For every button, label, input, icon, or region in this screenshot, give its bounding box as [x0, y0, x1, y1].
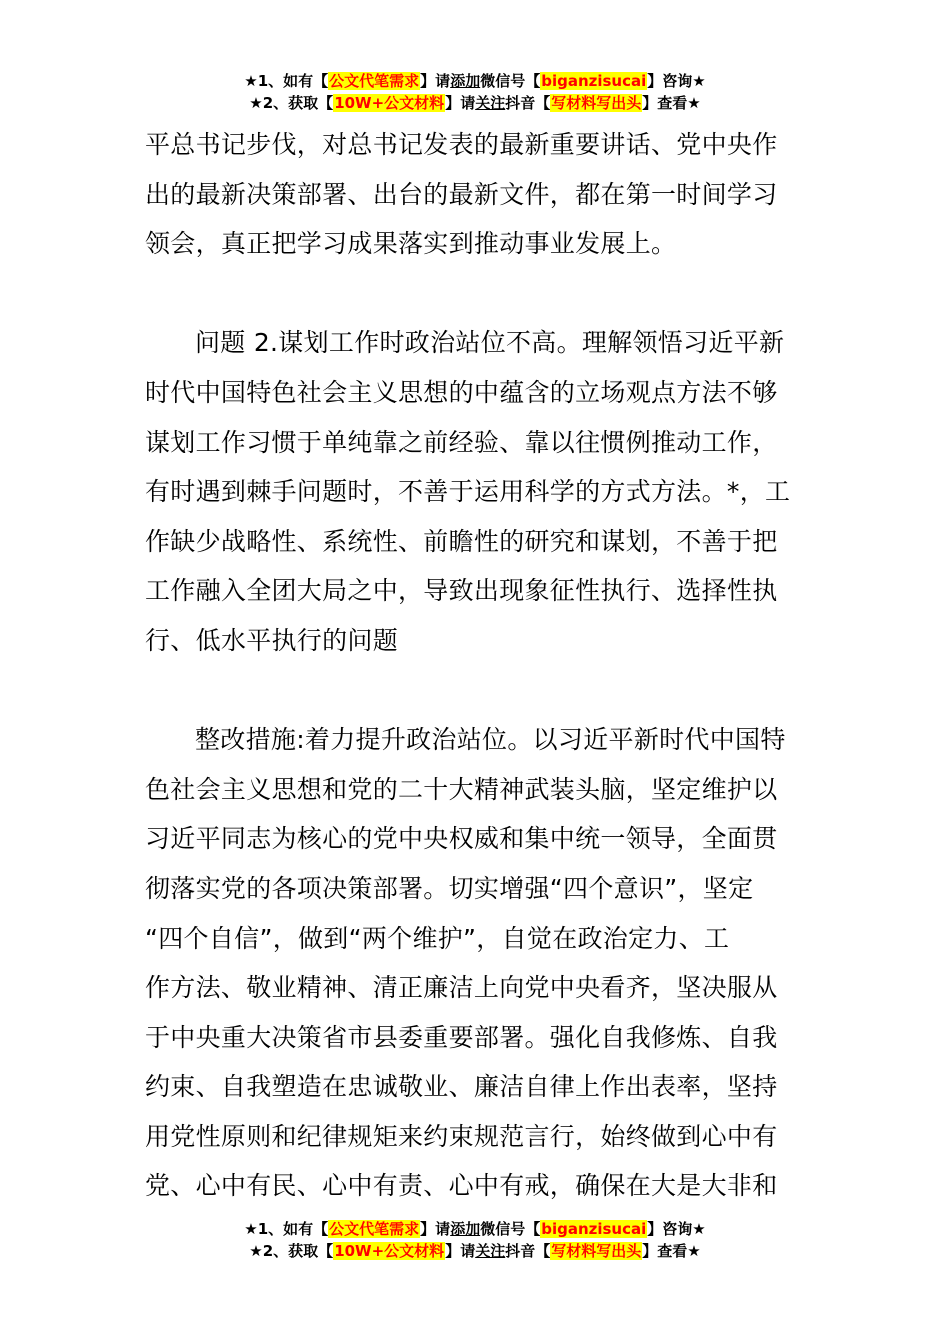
text-line: 作方法、敬业精神、清正廉洁上向党中央看齐，坚决服从 [145, 973, 778, 1003]
paragraph-continuation [145, 120, 815, 269]
promo-highlight-service: 公文代笔需求 [329, 72, 420, 90]
promo-highlight-douyin: 写材料写出头 [551, 1242, 642, 1260]
paragraph-rectification [145, 715, 815, 1211]
text-line: 用党性原则和纪律规矩来约束规范言行，始终做到心中有 [145, 1121, 778, 1151]
paragraph-gap [145, 269, 815, 319]
text-line: 工作融入全团大局之中，导致出现象征性执行、选择性执 [145, 576, 778, 606]
paragraph-gap [145, 666, 815, 716]
text-line: 整改措施:着力提升政治站位。以习近平新时代中国特 [195, 725, 786, 755]
promo-line-2: ★2、获取【10W+公文材料】请关注抖音【写材料写出头】查看★ [249, 94, 701, 112]
promo-highlight-service: 公文代笔需求 [329, 1220, 420, 1238]
text-line: 问题 2.谋划工作时政治站位不高。理解领悟习近平新 [195, 328, 785, 358]
text-line: 彻落实党的各项决策部署。切实增强“四个意识”，坚定 [145, 873, 754, 903]
promo-highlight-materials: 10W+公文材料 [334, 1242, 445, 1260]
text-line: 色社会主义思想和党的二十大精神武装头脑，坚定维护以 [145, 774, 778, 804]
text-line: 时代中国特色社会主义思想的中蕴含的立场观点方法不够 [145, 377, 778, 407]
document-body [145, 120, 815, 1211]
text-line: 行、低水平执行的问题 [145, 625, 399, 655]
text-line: 党、心中有民、心中有责、心中有戒，确保在大是大非和 [145, 1171, 778, 1201]
bottom-promo-banner [0, 1218, 950, 1262]
promo-line-1: ★1、如有【公文代笔需求】请添加微信号【biganzisucai】咨询★ [244, 72, 706, 90]
text-line: 领会，真正把学习成果落实到推动事业发展上。 [145, 229, 677, 259]
promo-highlight-douyin: 写材料写出头 [551, 94, 642, 112]
promo-highlight-wechat-id: biganzisucai [541, 1220, 647, 1238]
text-line: 出的最新决策部署、出台的最新文件，都在第一时间学习 [145, 179, 778, 209]
text-line: 约束、自我塑造在忠诚敬业、廉洁自律上作出表率，坚持 [145, 1072, 778, 1102]
promo-highlight-materials: 10W+公文材料 [334, 94, 445, 112]
text-line: 有时遇到棘手问题时，不善于运用科学的方式方法。*，工 [145, 477, 791, 507]
text-line: 作缺少战略性、系统性、前瞻性的研究和谋划，不善于把 [145, 526, 778, 556]
text-line: “四个自信”，做到“两个维护”，自觉在政治定力、工 [145, 923, 730, 953]
text-line: 习近平同志为核心的党中央权威和集中统一领导，全面贯 [145, 824, 778, 854]
paragraph-problem-2 [145, 318, 815, 665]
promo-line-1: ★1、如有【公文代笔需求】请添加微信号【biganzisucai】咨询★ [244, 1220, 706, 1238]
text-line: 于中央重大决策省市县委重要部署。强化自我修炼、自我 [145, 1022, 778, 1052]
promo-highlight-wechat-id: biganzisucai [541, 72, 647, 90]
text-line: 谋划工作习惯于单纯靠之前经验、靠以往惯例推动工作， [145, 427, 778, 457]
text-line: 平总书记步伐，对总书记发表的最新重要讲话、党中央作 [145, 130, 778, 159]
promo-line-2: ★2、获取【10W+公文材料】请关注抖音【写材料写出头】查看★ [249, 1242, 701, 1260]
top-promo-banner [0, 70, 950, 114]
